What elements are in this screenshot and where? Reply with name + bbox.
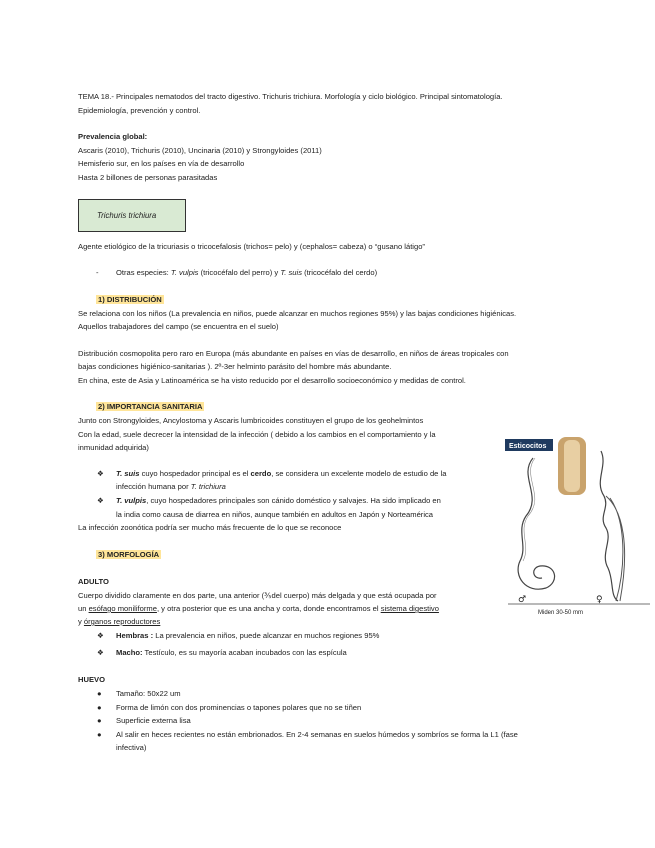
- egg-item: Al salir en heces recientes no están embrionados. En 2-4 semanas en suelos húmedos y sombríos se forma la L1 (fase: [116, 730, 518, 739]
- adult-line2: un esófago moniliforme, y otra posterior que es una ancha y corta, donde encontramos el sistema digestivo: [78, 604, 439, 613]
- figure-label: Esticocitos: [509, 443, 547, 450]
- species-title-box: [78, 199, 186, 232]
- suis-bullet-text: T. suis cuyo hospedador principal es el cerdo, se considera un excelente modelo de estudio de la: [116, 469, 447, 478]
- health-line: inmunidad adquirida): [78, 443, 149, 452]
- worm-diagram: [498, 436, 653, 616]
- male-worm: [518, 458, 554, 589]
- females-text: Hembras : La prevalencia en niños, puede alcanzar en muchos regiones 95%: [116, 631, 380, 640]
- other-species-text: Otras especies: T. vulpis (tricocéfalo del perro) y T. suis (tricocéfalo del cerdo): [116, 268, 378, 277]
- etiologic-agent-text: Agente etiológico de la tricuriasis o tricocefalosis (trichos= pelo) y (cephalos= cabeza) o “gusano látigo”: [78, 242, 425, 251]
- diamond-bullet-icon: ❖: [97, 496, 104, 505]
- bullet-dot: ●: [97, 716, 102, 725]
- dash-bullet: -: [96, 268, 99, 277]
- egg-item: Forma de limón con dos prominencias o tapones polares que no se tiñen: [116, 703, 362, 712]
- female-worm: [600, 451, 618, 601]
- prevalence-line: Hemisferio sur, en los países en vía de desarrollo: [78, 159, 245, 168]
- vulpis-bullet-text-line2: la india como causa de diarrea en niños, aunque también en adultos en Japón y Norteamérica: [116, 510, 434, 519]
- distribution-line: Aquellos trabajadores del campo (se encuentra en el suelo): [78, 322, 279, 331]
- diamond-bullet-icon: ❖: [97, 648, 104, 657]
- prevalence-heading: Prevalencia global:: [78, 132, 148, 141]
- zoonotic-text: La infección zoonótica podría ser mucho más frecuente de lo que se reconoce: [78, 523, 342, 532]
- egg-item: Tamaño: 50x22 um: [116, 689, 181, 698]
- diamond-bullet-icon: ❖: [97, 469, 104, 478]
- males-text: Macho: Testículo, es su mayoría acaban incubados con las espícula: [116, 648, 347, 657]
- section-morphology-heading: 3) MORFOLOGÍA: [98, 550, 160, 559]
- bullet-dot: ●: [97, 703, 102, 712]
- scale-label: Miden 30-50 mm: [538, 610, 584, 616]
- section-distribution-heading: 1) DISTRIBUCIÓN: [98, 295, 162, 304]
- distribution-line: bajas condiciones higiénico-sanitarias ). 2º-3er helminto parásito del hombre más abundante.: [78, 362, 392, 371]
- egg-item: infectiva): [116, 743, 147, 752]
- female-symbol: ♀: [596, 595, 603, 605]
- topic-title-line2: Epidemiología, prevención y control.: [78, 106, 201, 115]
- vulpis-bullet-text: T. vulpis, cuyo hospedadores principales son cánido doméstico y salvajes. Ha sido implicado en: [116, 496, 441, 505]
- adult-line3: y órganos reproductores: [78, 617, 161, 626]
- egg-item: Superficie externa lisa: [116, 716, 191, 725]
- prevalence-line: Ascaris (2010), Trichuris (2010), Uncinaria (2010) y Strongyloides (2011): [78, 146, 322, 155]
- distribution-line: Se relaciona con los niños (La prevalencia en niños, puede alcanzar en muchos regiones 95%) y las bajas condiciones higiénicas.: [78, 309, 517, 318]
- species-title: Trichuris trichiura: [97, 211, 157, 220]
- adult-line1: Cuerpo dividido claramente en dos parte, una anterior (⅗del cuerpo) más delgada y que está ocupada por: [78, 591, 437, 600]
- health-line: Junto con Strongyloides, Ancylostoma y Ascaris lumbricoides constituyen el grupo de los geohelmintos: [78, 416, 424, 425]
- distribution-line: En china, este de Asia y Latinoamérica se ha visto reducido por el desarrollo socioeconómico y medidas de control.: [78, 376, 466, 385]
- bullet-dot: ●: [97, 730, 102, 739]
- trichuris-figure: [498, 436, 653, 616]
- health-line: Con la edad, suele decrecer la intensidad de la infección ( debido a los cambios en el comportamiento y la: [78, 430, 436, 439]
- egg-heading: HUEVO: [78, 675, 106, 684]
- topic-title-line1: TEMA 18.- Principales nematodos del tracto digestivo. Trichuris trichiura. Morfología y ciclo biológico. Principal sintomatología.: [78, 92, 503, 101]
- male-symbol: ♂: [518, 595, 527, 605]
- diamond-bullet-icon: ❖: [97, 631, 104, 640]
- adult-heading: ADULTO: [78, 577, 109, 586]
- distribution-line: Distribución cosmopolita pero raro en Europa (más abundante en países en vías de desarrollo, en niños de áreas tropicales con: [78, 349, 509, 358]
- prevalence-line: Hasta 2 billones de personas parasitadas: [78, 173, 218, 182]
- suis-bullet-text-line2: infección humana por T. trichiura: [116, 482, 226, 491]
- section-health-heading: 2) IMPORTANCIA SANITARIA: [98, 402, 203, 411]
- bullet-dot: ●: [97, 689, 102, 698]
